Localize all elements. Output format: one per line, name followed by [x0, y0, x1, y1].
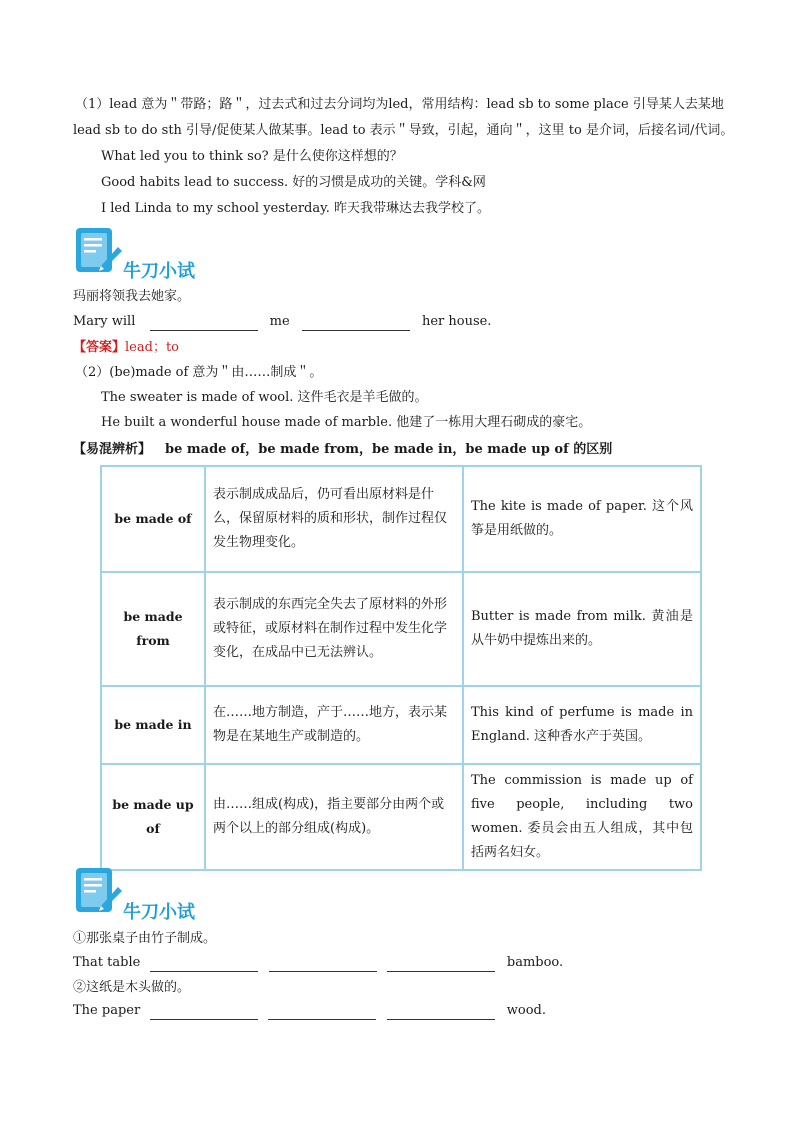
table-description: 由……组成(构成)，指主要部分由两个或两个以上的部分组成(构成)。 — [205, 764, 463, 870]
lead-example-1: What led you to think so? 是什么使你这样想的？ — [101, 149, 403, 164]
quiz1-answer — [73, 339, 179, 357]
table-row — [101, 686, 701, 764]
quiz1-blank-1[interactable] — [150, 316, 258, 331]
quiz1-sentence — [73, 313, 491, 331]
quiz-heading: 牛刀小试 — [123, 261, 195, 282]
quiz2-q1-start: That table — [73, 955, 141, 970]
quiz2-q1-sentence — [73, 954, 563, 972]
quiz2-q1-end: bamboo. — [506, 955, 564, 970]
table-term: be made in — [101, 686, 205, 764]
made-of-example-2: He built a wonderful house made of marble. 他建了一栋用大理石砌成的豪宅。 — [101, 415, 592, 430]
made-of-intro: （2）(be)made of 意为＂由……制成＂。 — [75, 365, 323, 380]
quiz1-text-end: her house. — [421, 314, 492, 329]
quiz-heading: 牛刀小试 — [123, 902, 195, 923]
comparison-table — [100, 465, 702, 871]
quiz2-q1-blank-1[interactable] — [150, 957, 258, 972]
quiz2-q1-blank-2[interactable] — [269, 957, 377, 972]
lead-example-3: I led Linda to my school yesterday. 昨天我带琳达去我学校了。 — [101, 201, 490, 216]
quiz1-prompt: 玛丽将领我去她家。 — [73, 289, 191, 304]
lead-example-2: Good habits lead to success. 好的习惯是成功的关键。学科&网 — [101, 175, 486, 190]
made-of-example-1: The sweater is made of wool. 这件毛衣是羊毛做的。 — [101, 390, 428, 405]
table-example: The kite is made of paper. 这个风筝是用纸做的。 — [463, 466, 701, 572]
quiz2-q1-prompt: ①那张桌子由竹子制成。 — [73, 931, 217, 946]
distinction-heading — [73, 441, 612, 459]
answer-label: 【答案】 — [73, 340, 126, 355]
notepad-pencil-icon — [74, 865, 124, 915]
quiz2-q2-prompt: ②这纸是木头做的。 — [73, 980, 191, 995]
quiz1-blank-2[interactable] — [302, 316, 410, 331]
distinction-title: be made of，be made from，be made in，be made up of 的区别 — [165, 442, 613, 457]
table-term: be made from — [101, 572, 205, 686]
table-row — [101, 764, 701, 870]
lead-definition-line1: （1）lead 意为＂带路；路＂，过去式和过去分词均为led，常用结构：lead sb to some place 引导某人去某地 — [75, 97, 724, 112]
table-term: be made of — [101, 466, 205, 572]
table-row — [101, 466, 701, 572]
quiz2-q2-sentence — [73, 1002, 546, 1020]
quiz2-q2-blank-1[interactable] — [150, 1005, 258, 1020]
quiz2-q2-blank-2[interactable] — [268, 1005, 376, 1020]
quiz2-q2-start: The paper — [73, 1003, 141, 1018]
quiz2-q2-blank-3[interactable] — [387, 1005, 495, 1020]
notepad-pencil-icon — [74, 225, 124, 275]
table-term: be made up of — [101, 764, 205, 870]
lead-definition-line2: lead sb to do sth 引导/促使某人做某事。lead to 表示＂导致，引起，通向＂，这里 to 是介词，后接名词/代词。 — [73, 123, 734, 138]
table-example: This kind of perfume is made in England. 这种香水产于英国。 — [463, 686, 701, 764]
quiz1-text-start: Mary will — [73, 314, 136, 329]
quiz1-text-mid: me — [269, 314, 290, 329]
table-description: 表示制成的东西完全失去了原材料的外形或特征，或原材料在制作过程中发生化学变化，在成品中已无法辨认。 — [205, 572, 463, 686]
distinction-label: 【易混辨析】 — [73, 442, 152, 457]
answer-text: lead；to — [125, 340, 179, 355]
table-description: 在……地方制造，产于……地方，表示某物是在某地生产或制造的。 — [205, 686, 463, 764]
table-example: Butter is made from milk. 黄油是从牛奶中提炼出来的。 — [463, 572, 701, 686]
table-row — [101, 572, 701, 686]
table-description: 表示制成成品后，仍可看出原材料是什么，保留原材料的质和形状，制作过程仅发生物理变化。 — [205, 466, 463, 572]
quiz2-q2-end: wood. — [506, 1003, 546, 1018]
table-example: The commission is made up of five people, including two women. 委员会由五人组成，其中包括两名妇女。 — [463, 764, 701, 870]
quiz2-q1-blank-3[interactable] — [387, 957, 495, 972]
